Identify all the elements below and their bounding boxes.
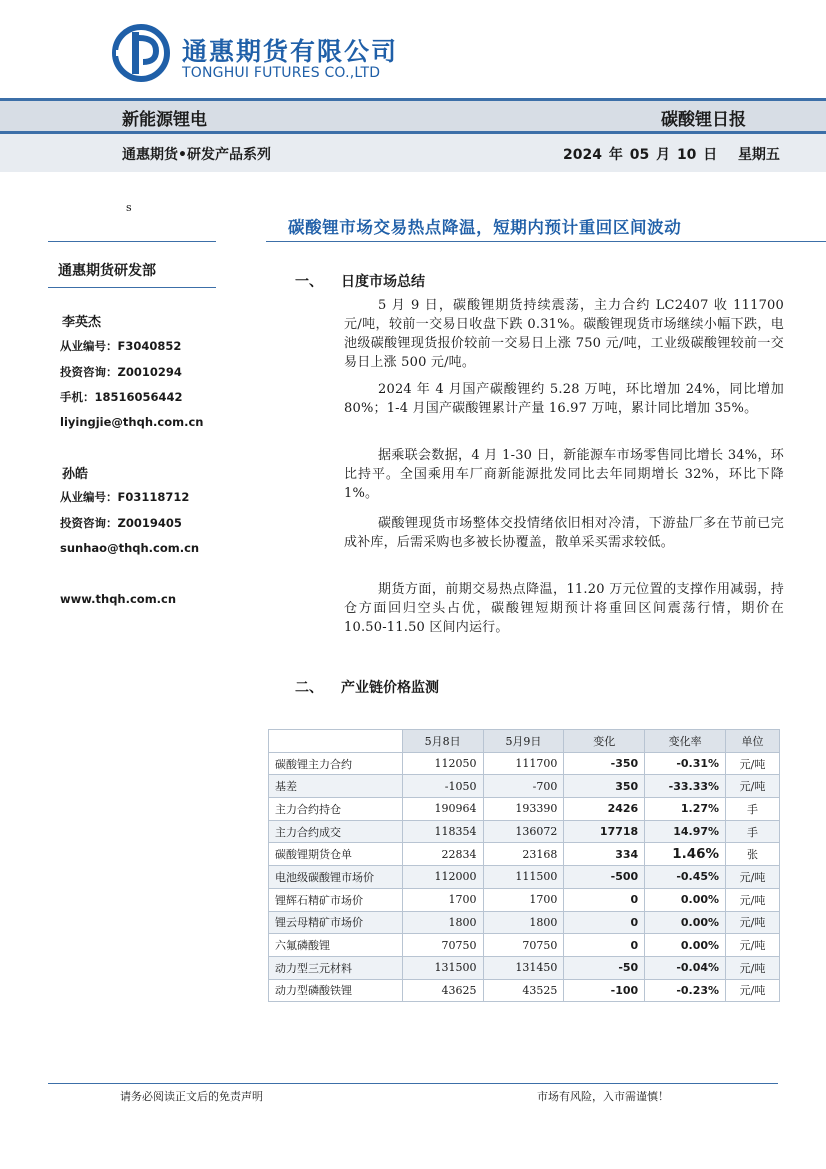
table-cell: 350 (564, 775, 645, 798)
table-cell: -0.23% (645, 979, 726, 1002)
table-cell: 112000 (402, 866, 483, 889)
table-cell: 0 (564, 911, 645, 934)
table-cell: 1800 (483, 911, 564, 934)
header-band-rule (0, 131, 826, 134)
table-cell: 电池级碳酸锂市场价 (269, 866, 403, 889)
analyst-name: 李英杰 (62, 315, 102, 330)
table-header-row (269, 730, 780, 753)
table-row (269, 888, 780, 911)
table-cell: 基差 (269, 775, 403, 798)
column-header: 变化 (564, 730, 645, 753)
disclaimer-note: 请务必阅读正文后的免责声明 (120, 1090, 263, 1103)
table-cell: 334 (564, 843, 645, 866)
table-cell: 元/吨 (726, 956, 780, 979)
table-cell: 元/吨 (726, 775, 780, 798)
table-cell: -350 (564, 752, 645, 775)
table-cell: 0 (564, 888, 645, 911)
table-cell: 14.97% (645, 820, 726, 843)
analyst-license: 从业编号：F03118712 (60, 490, 190, 504)
table-cell: 190964 (402, 798, 483, 821)
analyst-consult-id: 投资咨询：Z0019405 (60, 516, 182, 530)
table-cell: 元/吨 (726, 888, 780, 911)
paragraph: 碳酸锂现货市场整体交投情绪依旧相对冷清，下游盐厂多在节前已完成补库，后需采购也多被长协覆盖，散单采买需求较低。 (344, 516, 784, 550)
company-name-en: TONGHUI FUTURES CO.,LTD (182, 65, 381, 81)
table-cell: -50 (564, 956, 645, 979)
table-cell: 元/吨 (726, 979, 780, 1002)
table-cell: 193390 (483, 798, 564, 821)
company-website[interactable]: www.thqh.com.cn (60, 592, 177, 606)
analyst-email[interactable]: liyingjie@thqh.com.cn (60, 415, 204, 429)
company-name-cn: 通惠期货有限公司 (182, 37, 399, 66)
table-cell: 1.27% (645, 798, 726, 821)
headline-rule (266, 241, 826, 242)
report-date (563, 144, 780, 164)
table-cell: 手 (726, 798, 780, 821)
tonghui-logo-icon (112, 24, 170, 82)
column-header (269, 730, 403, 753)
section-heading: 一、 日度市场总结 (295, 274, 425, 290)
paragraph: 5 月 9 日，碳酸锂期货持续震荡，主力合约 LC2407 收 111700 元/吨，较前一交易日收盘下跌 0.31%。碳酸锂现货市场继续小幅下跌，电池级碳酸锂现货报价较前一交易日上涨 750 元/吨，工业级碳酸锂较前一交易日上涨 500 元/吨。 (344, 298, 784, 370)
table-cell: -33.33% (645, 775, 726, 798)
date-text: 2024 年 05 月 10 日 (563, 147, 718, 163)
table-cell: 118354 (402, 820, 483, 843)
table-cell: 0.00% (645, 888, 726, 911)
table-cell: 张 (726, 843, 780, 866)
table-cell: -100 (564, 979, 645, 1002)
paragraph: 期货方面，前期交易热点降温，11.20 万元位置的支撑作用减弱，持仓方面回归空头占优，碳酸锂短期预计将重回区间震荡行情，期价在 10.50-11.50 区间内运行。 (344, 582, 784, 635)
table-cell: 112050 (402, 752, 483, 775)
company-logo (112, 24, 412, 88)
table-cell: 1700 (483, 888, 564, 911)
product-series: 通惠期货•研发产品系列 (122, 147, 271, 163)
column-header: 单位 (726, 730, 780, 753)
table-cell: 111500 (483, 866, 564, 889)
table-cell: 23168 (483, 843, 564, 866)
table-cell: 锂辉石精矿市场价 (269, 888, 403, 911)
table-cell: 主力合约持仓 (269, 798, 403, 821)
table-cell: -500 (564, 866, 645, 889)
table-cell: 元/吨 (726, 866, 780, 889)
table-cell: 17718 (564, 820, 645, 843)
sidebar-department-rule (48, 287, 216, 288)
table-cell: 70750 (402, 934, 483, 957)
report-headline: 碳酸锂市场交易热点降温，短期内预计重回区间波动 (288, 218, 682, 237)
table-cell: 1700 (402, 888, 483, 911)
table-cell: 1800 (402, 911, 483, 934)
table-cell: 碳酸锂期货仓单 (269, 843, 403, 866)
sidebar-top-rule (48, 241, 216, 242)
table-cell: 111700 (483, 752, 564, 775)
table-cell: 2426 (564, 798, 645, 821)
table-row (269, 843, 780, 866)
table-cell: 0.00% (645, 934, 726, 957)
table-cell: 131450 (483, 956, 564, 979)
table-cell: 22834 (402, 843, 483, 866)
table-cell: 元/吨 (726, 934, 780, 957)
report-type: 碳酸锂日报 (661, 110, 746, 130)
column-header: 变化率 (645, 730, 726, 753)
table-cell: 0.00% (645, 911, 726, 934)
column-header: 5月9日 (483, 730, 564, 753)
sector-label: 新能源锂电 (122, 110, 207, 130)
table-row (269, 866, 780, 889)
table-row (269, 979, 780, 1002)
column-header: 5月8日 (402, 730, 483, 753)
price-monitor-table (268, 729, 780, 1002)
table-cell: 43625 (402, 979, 483, 1002)
table-cell: -0.45% (645, 866, 726, 889)
paragraph: 据乘联会数据，4 月 1-30 日，新能源车市场零售同比增长 34%，环比持平。全国乘用车厂商新能源批发同比去年同期增长 32%，环比下降 1%。 (344, 448, 784, 501)
table-cell: 动力型三元材料 (269, 956, 403, 979)
table-cell: 元/吨 (726, 752, 780, 775)
analyst-email[interactable]: sunhao@thqh.com.cn (60, 541, 200, 555)
analyst-license: 从业编号：F3040852 (60, 339, 182, 353)
table-cell: 手 (726, 820, 780, 843)
table-cell: 0 (564, 934, 645, 957)
analyst-name: 孙皓 (62, 467, 89, 482)
analyst-consult-id: 投资咨询：Z0010294 (60, 365, 182, 379)
table-row (269, 820, 780, 843)
stray-character: s (126, 201, 132, 214)
table-cell: 主力合约成交 (269, 820, 403, 843)
table-cell: 1.46% (645, 843, 726, 866)
table-cell: 131500 (402, 956, 483, 979)
table-cell: 43525 (483, 979, 564, 1002)
paragraph: 2024 年 4 月国产碳酸锂约 5.28 万吨，环比增加 24%，同比增加 80%；1-4 月国产碳酸锂累计产量 16.97 万吨，累计同比增加 35%。 (344, 382, 784, 416)
risk-warning: 市场有风险，入市需谨慎！ (537, 1090, 669, 1103)
table-cell: -0.04% (645, 956, 726, 979)
section-heading: 二、 产业链价格监测 (295, 680, 439, 696)
analyst-phone: 手机：18516056442 (60, 390, 183, 404)
table-cell: 动力型磷酸铁锂 (269, 979, 403, 1002)
table-cell: -0.31% (645, 752, 726, 775)
table-cell: 136072 (483, 820, 564, 843)
weekday-text: 星期五 (737, 147, 780, 163)
table-row (269, 775, 780, 798)
table-row (269, 934, 780, 957)
table-row (269, 956, 780, 979)
table-row (269, 911, 780, 934)
table-cell: 六氟磷酸锂 (269, 934, 403, 957)
table-row (269, 798, 780, 821)
table-cell: -700 (483, 775, 564, 798)
research-department: 通惠期货研发部 (58, 263, 156, 279)
table-row (269, 752, 780, 775)
table-cell: 锂云母精矿市场价 (269, 911, 403, 934)
footer-rule (48, 1083, 778, 1084)
table-cell: -1050 (402, 775, 483, 798)
table-cell: 碳酸锂主力合约 (269, 752, 403, 775)
table-cell: 元/吨 (726, 911, 780, 934)
table-cell: 70750 (483, 934, 564, 957)
